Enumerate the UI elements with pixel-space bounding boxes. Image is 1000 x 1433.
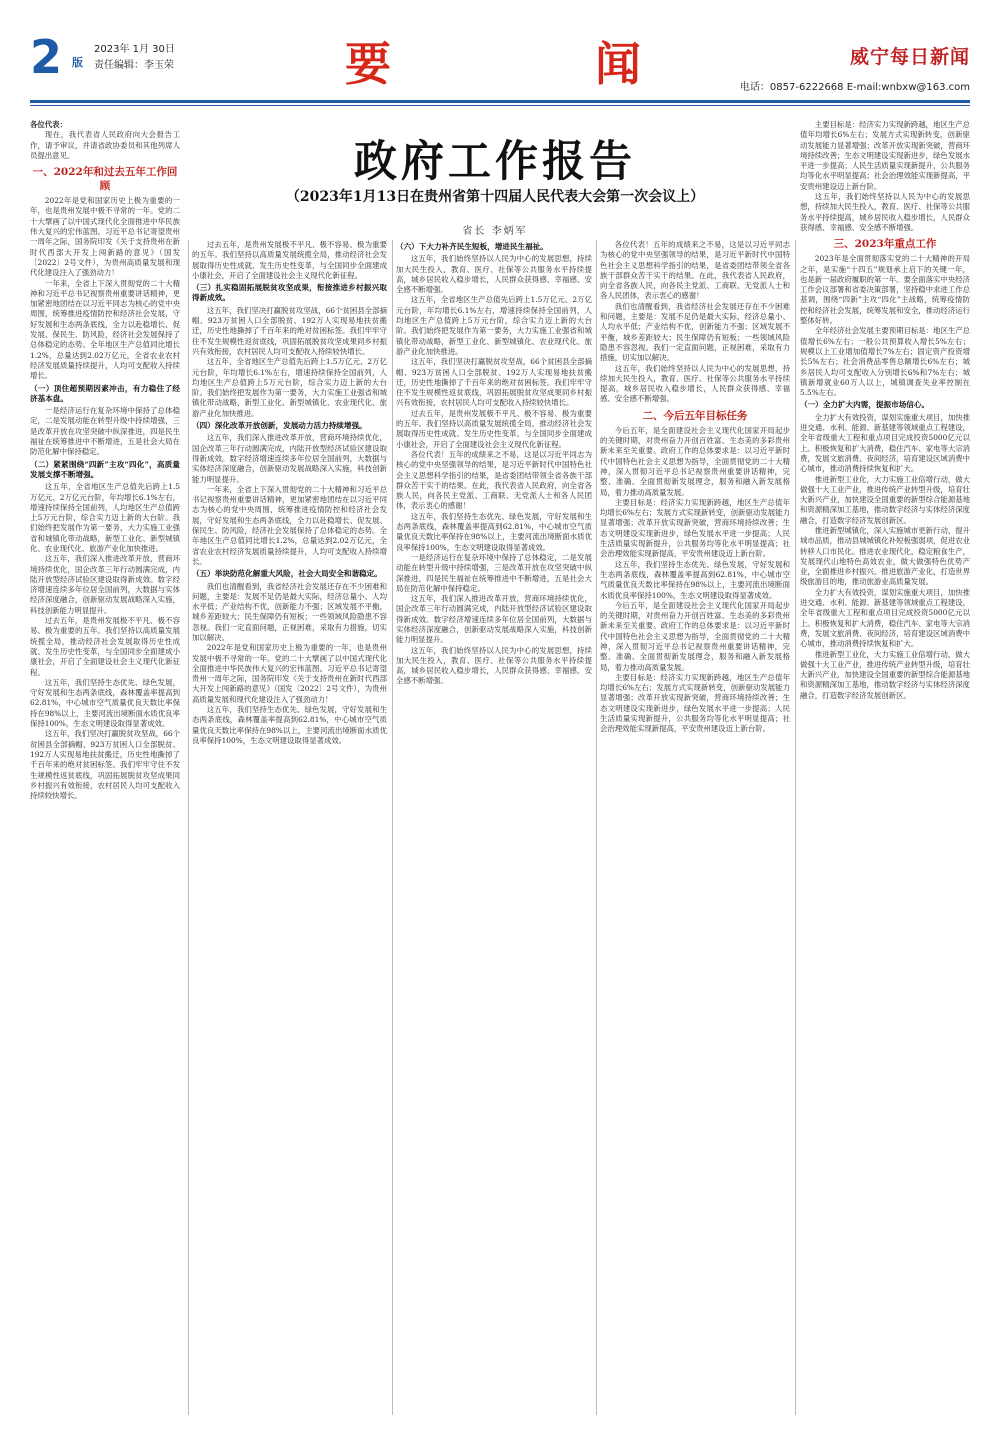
paragraph: 2022年是党和国家历史上极为重要的一年，也是贵州发展中极不寻常的一年。党的二十大擘画了以中国式现代化全面推进中华民族伟大复兴的宏伟蓝图。习近平总书记寄望贵州一周年之际，国务院印发《关于支持贵州在新时代西部大开发上闯新路的意见》（国发〔2022〕2号文件），为贵州高质量发展和现代化建设注入了强劲动力！ xyxy=(30,196,180,278)
paragraph: 这五年，我们坚决打赢脱贫攻坚战，66个贫困县全部摘帽、923万贫困人口全部脱贫、192万人实现易地扶贫搬迁，历史性地撕掉了千百年来的绝对贫困标签。我们牢牢守住不发生规模性返贫底线，巩固拓展脱贫攻坚成果同乡村振兴有效衔接，农村居民人均可支配收入持续较快增长。 xyxy=(396,357,592,408)
text-column-4 xyxy=(600,240,790,1415)
paragraph: 我们也清醒看到，我省经济社会发展还存在不少困难和问题，主要是：发展不足仍是最大实际，经济总量小、人均水平低；产业结构不优，创新能力不强；区域发展不平衡，城乡差距较大；民生保障仍有短板；一些领域风险隐患不容忽视。我们一定直面问题，正视困难，采取有力措施，切实加以解决。 xyxy=(600,301,790,363)
section-title xyxy=(345,36,665,92)
paragraph: 一是经济运行在复杂环境中保持了总体稳定，二是发展动能在转型升级中持续增强，三是改革开放在攻坚突破中纵深推进，四是民生福祉在统筹推进中不断增进，五是社会大局在防范化解中保持稳定。 xyxy=(396,552,592,593)
column-divider xyxy=(392,240,393,1415)
paragraph: 主要目标是：经济实力实现新跨越，地区生产总值年均增长6%左右；发展方式实现新转变，创新驱动发展能力显著增强；改革开放实现新突破，营商环境持续改善；生态文明建设实现新进步，绿色发展水平进一步提高；人民生活质量实现新提升，公共服务均等化水平明显提高；社会治理效能实现新提高，平安贵州建设迈上新台阶。 xyxy=(800,120,970,191)
paragraph: 这五年，我们坚持生态优先、绿色发展，守好发展和生态两条底线，森林覆盖率提高到62.81%，中心城市空气质量优良天数比率保持在98%以上，主要河流出境断面水质优良率保持100%，生态文明建设取得显著成效。 xyxy=(396,511,592,552)
text-column-1 xyxy=(30,120,180,1415)
issue-date: 2023年 1月 30日 xyxy=(94,44,175,55)
greeting: 各位代表： xyxy=(30,120,67,129)
subsection-heading: （四）深化改革开放创新，发展动力活力持续增强。 xyxy=(192,421,367,431)
paragraph: 这五年，我们始终坚持以人民为中心的发展思想，持续加大民生投入，教育、医疗、社保等公共服务水平持续提高，城乡居民收入稳步增长，人民群众获得感、幸福感、安全感不断增强。 xyxy=(600,363,790,404)
text-column-5 xyxy=(800,120,970,1415)
text-column-3 xyxy=(396,240,592,1415)
article-subhead: （2023年1月13日在贵州省第十四届人民代表大会第一次会议上） xyxy=(285,189,705,205)
column-divider xyxy=(188,240,189,1415)
masthead-rule xyxy=(30,100,970,103)
article-byline: 省长 李炳军 xyxy=(462,226,528,237)
paragraph: 2023年是全面贯彻落实党的二十大精神的开局之年，是实施“十四五”规划承上启下的关键一年，也是新一届政府履职的第一年。要全面落实中央经济工作会议部署和省委决策部署，坚持稳中求进工作总基调，围绕“四新”主攻“四化”主战略，统筹疫情防控和经济社会发展，统筹发展和安全，推动经济运行整体好转。 xyxy=(800,254,970,326)
masthead xyxy=(30,32,970,94)
section-title-char-1: 要 xyxy=(345,37,391,91)
paragraph: 这五年，全省地区生产总值先后跨上1.5万亿元、2万亿元台阶，年均增长6.1%左右，增速持续保持全国前列，人均地区生产总值跨上5万元台阶，综合实力迈上新的大台阶。我们始终把发展作为第一要务，大力实施工业强省和城镇化带动战略，新型工业化、新型城镇化、农业现代化、旅游产业化加快推进。 xyxy=(396,295,592,356)
subsection-heading: （一）顶住超预期因素冲击，有力稳住了经济基本盘。 xyxy=(30,383,180,403)
paragraph: 今后五年，是全面建设社会主义现代化国家开局起步的关键时期，对贵州奋力开创百姓富、生态美的多彩贵州新未来至关重要。政府工作的总体要求是：以习近平新时代中国特色社会主义思想为指导，全面贯彻党的二十大精神，深入贯彻习近平总书记视察贵州重要讲话精神，完整、准确、全面贯彻新发展理念，服务和融入新发展格局，着力推动高质量发展。 xyxy=(600,425,790,497)
text-column-2 xyxy=(192,240,387,1415)
paragraph: 一年来，全省上下深入贯彻党的二十大精神和习近平总书记视察贵州重要讲话精神，更加紧密地团结在以习近平同志为核心的党中央周围，统筹推进疫情防控和经济社会发展，守好发展和生态两条底线，全力以赴稳增长、促发展、保民生、防风险，经济社会发展保持了总体稳定的态势。全年地区生产总值同比增长1.2%，总量达到2.02万亿元，全省农业农村经济发展质量持续提升，人均可支配收入持续增长。 xyxy=(30,278,180,381)
paragraph: 今后五年，是全面建设社会主义现代化国家开局起步的关键时期，对贵州奋力开创百姓富、生态美的多彩贵州新未来至关重要。政府工作的总体要求是：以习近平新时代中国特色社会主义思想为指导，全面贯彻党的二十大精神，深入贯彻习近平总书记视察贵州重要讲话精神，完整、准确、全面贯彻新发展理念，服务和融入新发展格局，着力推动高质量发展。 xyxy=(600,600,790,672)
paragraph: 这五年，我们始终坚持以人民为中心的发展思想，持续加大民生投入，教育、医疗、社保等公共服务水平持续提高，城乡居民收入稳步增长，人民群众获得感、幸福感、安全感不断增强。 xyxy=(396,254,592,295)
paragraph: 过去五年，是贵州发展极不平凡、极不容易、极为重要的五年。我们坚持以高质量发展统揽全局，推动经济社会发展取得历史性成就、发生历史性变革，与全国同步全面建成小康社会，开启了全面建设社会主义现代化新征程。 xyxy=(192,240,387,280)
subsection-heading: （六）下大力补齐民生短板，增进民生福祉。 xyxy=(396,242,548,251)
paragraph: 推进新型工业化，大力实施工业倍增行动，做大做强十大工业产业，推进传统产业转型升级，培育壮大新兴产业，加快建设全国重要的新型综合能源基地和资源精深加工基地，推动数字经济与实体经济深度融合，打造数字经济发展创新区。 xyxy=(800,649,970,700)
paragraph: 全力扩大有效投资，谋划实施重大项目，加快推进交通、水利、能源、新基建等领域重点工程建设，全年省级重大工程和重点项目完成投资5000亿元以上。积极恢复和扩大消费，稳住汽车、家电等大宗消费，发展文旅消费、夜间经济，培育建设区域消费中心城市，推动消费持续恢复和扩大。 xyxy=(800,412,970,474)
paragraph: 各位代表！五年的成绩来之不易，这是以习近平同志为核心的党中央坚强领导的结果，是习近平新时代中国特色社会主义思想科学指引的结果，是省委团结带领全省各族干部群众苦干实干的结果。在此，我代表省人民政府，向全省各族人民，向各民主党派、工商联、无党派人士和各人民团体，表示衷心的感谢！ xyxy=(396,449,592,511)
subsection-heading: （三）扎实稳固拓展脱贫攻坚成果，衔接推进乡村振兴取得新成效。 xyxy=(192,283,387,303)
page-label: 版 xyxy=(72,56,83,69)
paragraph: 全力扩大有效投资，谋划实施重大项目，加快推进交通、水利、能源、新基建等领域重点工程建设，全年省级重大工程和重点项目完成投资5000亿元以上。积极恢复和扩大消费，稳住汽车、家电等大宗消费，发展文旅消费、夜间经济，培育建设区域消费中心城市，推动消费持续恢复和扩大。 xyxy=(800,587,970,649)
paragraph: 推进新型工业化，大力实施工业倍增行动，做大做强十大工业产业，推进传统产业转型升级，培育壮大新兴产业，加快建设全国重要的新型综合能源基地和资源精深加工基地，推动数字经济与实体经济深度融合，打造数字经济发展创新区。 xyxy=(800,474,970,525)
paragraph: 过去五年，是贵州发展极不平凡、极不容易、极为重要的五年。我们坚持以高质量发展统揽全局，推动经济社会发展取得历史性成就、发生历史性变革，与全国同步全面建成小康社会，开启了全面建设社会主义现代化新征程。 xyxy=(396,408,592,449)
column-divider xyxy=(596,240,597,1415)
paragraph: 这五年，我们坚持生态优先、绿色发展，守好发展和生态两条底线，森林覆盖率提高到62.81%，中心城市空气质量优良天数比率保持在98%以上，主要河流出境断面水质优良率保持100%，生态文明建设取得显著成效。 xyxy=(192,705,387,745)
paragraph: 这五年，我们深入推进改革开放，营商环境持续优化，国企改革三年行动圆满完成，内陆开放型经济试验区建设取得新成效。数字经济增速连续多年位居全国前列，大数据与实体经济深度融合，创新驱动发展战略深入实施，科技创新能力明显提升。 xyxy=(30,554,180,615)
subsection-heading: （一）全力扩大内需，提振市场信心。 xyxy=(800,400,930,410)
editor-credit: 责任编辑：李玉荣 xyxy=(94,60,174,71)
intro-paragraph: 现在，我代表省人民政府向大会报告工作，请予审议，并请省政协委员和其他列席人员提出意见。 xyxy=(30,130,180,160)
paragraph: 这五年，我们深入推进改革开放，营商环境持续优化，国企改革三年行动圆满完成，内陆开放型经济试验区建设取得新成效。数字经济增速连续多年位居全国前列，大数据与实体经济深度融合，创新驱动发展战略深入实施，科技创新能力明显提升。 xyxy=(396,594,592,645)
paragraph: 这五年，我们坚持生态优先、绿色发展，守好发展和生态两条底线，森林覆盖率提高到62.81%，中心城市空气质量优良天数比率保持在98%以上，主要河流出境断面水质优良率保持100%，生态文明建设取得显著成效。 xyxy=(30,677,180,729)
paragraph: 这五年，全省地区生产总值先后跨上1.5万亿元、2万亿元台阶，年均增长6.1%左右，增速持续保持全国前列，人均地区生产总值跨上5万元台阶，综合实力迈上新的大台阶。我们始终把发展作为第一要务，大力实施工业强省和城镇化带动战略，新型工业化、新型城镇化、农业现代化、旅游产业化加快推进。 xyxy=(30,482,180,553)
paragraph: 这五年，全省地区生产总值先后跨上1.5万亿元、2万亿元台阶，年均增长6.1%左右，增速持续保持全国前列，人均地区生产总值跨上5万元台阶，综合实力迈上新的大台阶。我们始终把发展作为第一要务，大力实施工业强省和城镇化带动战略，新型工业化、新型城镇化、农业现代化、旅游产业化加快推进。 xyxy=(192,357,387,418)
section-heading-1: 一、2022年和过去五年工作回顾 xyxy=(32,166,178,193)
paragraph: 一是经济运行在复杂环境中保持了总体稳定，二是发展动能在转型升级中持续增强，三是改革开放在攻坚突破中纵深推进，四是民生福祉在统筹推进中不断增进，五是社会大局在防范化解中保持稳定。 xyxy=(30,406,180,457)
paragraph: 全年经济社会发展主要预期目标是：地区生产总值增长6%左右；一般公共预算收入增长5%左右；规模以上工业增加值增长7%左右；固定资产投资增长5%左右；社会消费品零售总额增长6%左右；城乡居民人均可支配收入分别增长6%和7%左右；城镇新增就业60万人以上，城镇调查失业率控制在5.5%左右。 xyxy=(800,326,970,398)
paragraph: 主要目标是：经济实力实现新跨越，地区生产总值年均增长6%左右；发展方式实现新转变，创新驱动发展能力显著增强；改革开放实现新突破，营商环境持续改善；生态文明建设实现新进步，绿色发展水平进一步提高；人民生活质量实现新提升，公共服务均等化水平明显提高；社会治理效能实现新提高，平安贵州建设迈上新台阶。 xyxy=(600,497,790,559)
article-headline: 政府工作报告 xyxy=(354,137,636,187)
subsection-heading: （二）紧紧围绕“四新”主攻“四化”，高质量发展支撑不断增强。 xyxy=(30,459,180,479)
subsection-heading: （五）举块防范化解重大风险，社会大局安全和谐稳定。 xyxy=(192,569,382,579)
paragraph: 各位代表！五年的成绩来之不易，这是以习近平同志为核心的党中央坚强领导的结果，是习近平新时代中国特色社会主义思想科学指引的结果，是省委团结带领全省各族干部群众苦干实干的结果。在此，我代表省人民政府，向全省各族人民，向各民主党派、工商联、无党派人士和各人民团体，表示衷心的感谢！ xyxy=(600,240,790,301)
section-title-char-2: 闻 xyxy=(595,37,641,91)
contact-info: 电话：0857-6222668 E-mail:wnbxw@163.com xyxy=(739,82,970,93)
paragraph: 这五年，我们始终坚持以人民为中心的发展思想，持续加大民生投入，教育、医疗、社保等公共服务水平持续提高，城乡居民收入稳步增长，人民群众获得感、幸福感、安全感不断增强。 xyxy=(396,645,592,686)
paragraph: 我们也清醒看到，我省经济社会发展还存在不少困难和问题，主要是：发展不足仍是最大实际，经济总量小、人均水平低；产业结构不优，创新能力不强；区域发展不平衡，城乡差距较大；民生保障仍有短板；一些领域风险隐患不容忽视。我们一定直面问题，正视困难，采取有力措施，切实加以解决。 xyxy=(192,581,387,642)
paragraph: 过去五年，是贵州发展极不平凡、极不容易、极为重要的五年。我们坚持以高质量发展统揽全局，推动经济社会发展取得历史性成就、发生历史性变革，与全国同步全面建成小康社会，开启了全面建设社会主义现代化新征程。 xyxy=(30,616,180,677)
paragraph: 推进新型城镇化，深入实施城市更新行动，提升城市品质，推动县城城镇化补短板强弱项，促进农业转移人口市民化。推进农业现代化，稳定粮食生产，发展现代山地特色高效农业，做大做强特色优势产业，全面推进乡村振兴。推进旅游产业化，打造世界级旅游目的地，推动旅游业高质量发展。 xyxy=(800,525,970,587)
section-heading-3: 三、2023年重点工作 xyxy=(833,238,937,251)
paragraph: 这五年，我们坚持生态优先、绿色发展，守好发展和生态两条底线，森林覆盖率提高到62.81%，中心城市空气质量优良天数比率保持在98%以上，主要河流出境断面水质优良率保持100%，生态文明建设取得显著成效。 xyxy=(600,559,790,600)
paragraph: 这五年，我们坚决打赢脱贫攻坚战，66个贫困县全部摘帽、923万贫困人口全部脱贫、192万人实现易地扶贫搬迁，历史性地撕掉了千百年来的绝对贫困标签。我们牢牢守住不发生规模性返贫底线，巩固拓展脱贫攻坚成果同乡村振兴有效衔接，农村居民人均可支配收入持续较快增长。 xyxy=(192,305,387,356)
section-heading-2: 二、今后五年目标任务 xyxy=(642,409,748,422)
paragraph: 这五年，我们坚决打赢脱贫攻坚战，66个贫困县全部摘帽、923万贫困人口全部脱贫、192万人实现易地扶贫搬迁，历史性地撕掉了千百年来的绝对贫困标签。我们牢牢守住不发生规模性返贫底线，巩固拓展脱贫攻坚成果同乡村振兴有效衔接，农村居民人均可支配收入持续较快增长。 xyxy=(30,729,180,801)
paragraph: 一年来，全省上下深入贯彻党的二十大精神和习近平总书记视察贵州重要讲话精神，更加紧密地团结在以习近平同志为核心的党中央周围，统筹推进疫情防控和经济社会发展，守好发展和生态两条底线，全力以赴稳增长、促发展、保民生、防风险，经济社会发展保持了总体稳定的态势。全年地区生产总值同比增长1.2%，总量达到2.02万亿元，全省农业农村经济发展质量持续提升，人均可支配收入持续增长。 xyxy=(192,484,387,566)
paragraph: 2022年是党和国家历史上极为重要的一年，也是贵州发展中极不寻常的一年。党的二十大擘画了以中国式现代化全面推进中华民族伟大复兴的宏伟蓝图。习近平总书记寄望贵州一周年之际，国务院印发《关于支持贵州在新时代西部大开发上闯新路的意见》（国发〔2022〕2号文件），为贵州高质量发展和现代化建设注入了强劲动力！ xyxy=(192,643,387,704)
column-divider xyxy=(795,240,796,1415)
paragraph: 主要目标是：经济实力实现新跨越，地区生产总值年均增长6%左右；发展方式实现新转变，创新驱动发展能力显著增强；改革开放实现新突破，营商环境持续改善；生态文明建设实现新进步，绿色发展水平进一步提高；人民生活质量实现新提升，公共服务均等化水平明显提高；社会治理效能实现新提高，平安贵州建设迈上新台阶。 xyxy=(600,672,790,734)
masthead-rule-thin xyxy=(30,105,970,106)
paragraph: 这五年，我们始终坚持以人民为中心的发展思想，持续加大民生投入，教育、医疗、社保等公共服务水平持续提高，城乡居民收入稳步增长，人民群众获得感、幸福感、安全感不断增强。 xyxy=(800,192,970,232)
page-number: 2 xyxy=(30,30,63,84)
paper-logo: 威宁每日新闻 xyxy=(849,46,970,68)
paragraph: 这五年，我们深入推进改革开放，营商环境持续优化，国企改革三年行动圆满完成，内陆开放型经济试验区建设取得新成效。数字经济增速连续多年位居全国前列，大数据与实体经济深度融合，创新驱动发展战略深入实施，科技创新能力明显提升。 xyxy=(192,433,387,484)
